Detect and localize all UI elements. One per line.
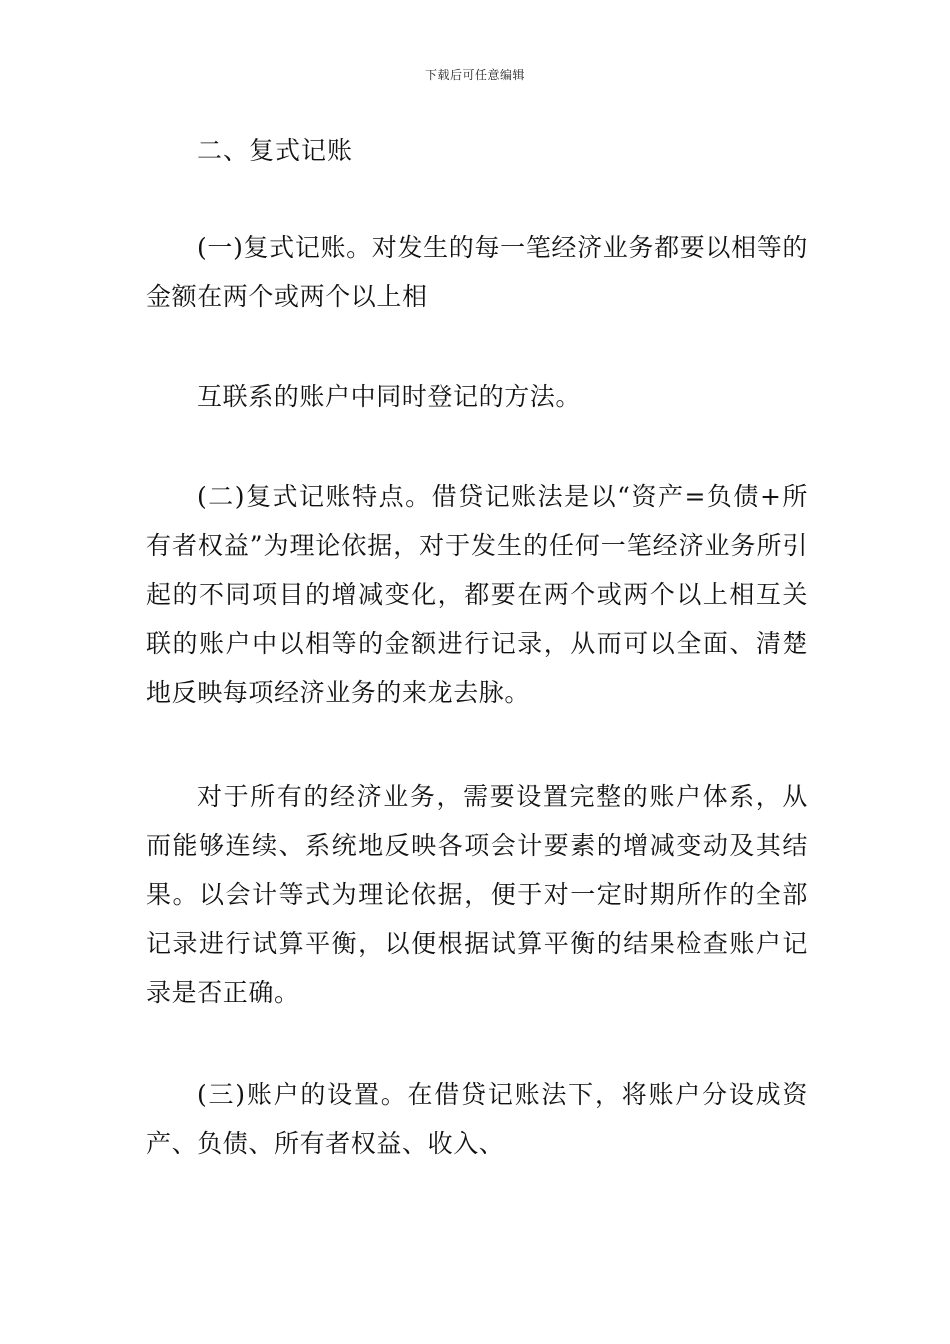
paragraph-account-setup: (三)账户的设置。在借贷记账法下，将账户分设成资产、负债、所有者权益、收入、: [146, 1080, 808, 1158]
paragraph-double-entry-features: (二)复式记账特点。借贷记账法是以“资产=负债+所有者权益”为理论依据，对于发生的任何一笔经济业务所引起的不同项目的增减变化，都要在两个或两个以上相互关联的账户中以相等的金额进行记录，从而可以全面、清楚地反映每项经济业务的来龙去脉。: [146, 482, 808, 707]
paragraph-account-system: 对于所有的经济业务，需要设置完整的账户体系，从而能够连续、系统地反映各项会计要素的增减变动及其结果。以会计等式为理论依据，便于对一定时期所作的全部记录进行试算平衡，以便根据试算平衡的结果检查账户记录是否正确。: [146, 782, 808, 1007]
page-header-note: 下载后可任意编辑: [424, 68, 525, 82]
section-title: 二、复式记账: [197, 136, 354, 165]
paragraph-double-entry-definition-continued: 互联系的账户中同时登记的方法。: [197, 382, 582, 411]
paragraph-double-entry-definition: (一)复式记账。对发生的每一笔经济业务都要以相等的金额在两个或两个以上相: [146, 233, 808, 311]
